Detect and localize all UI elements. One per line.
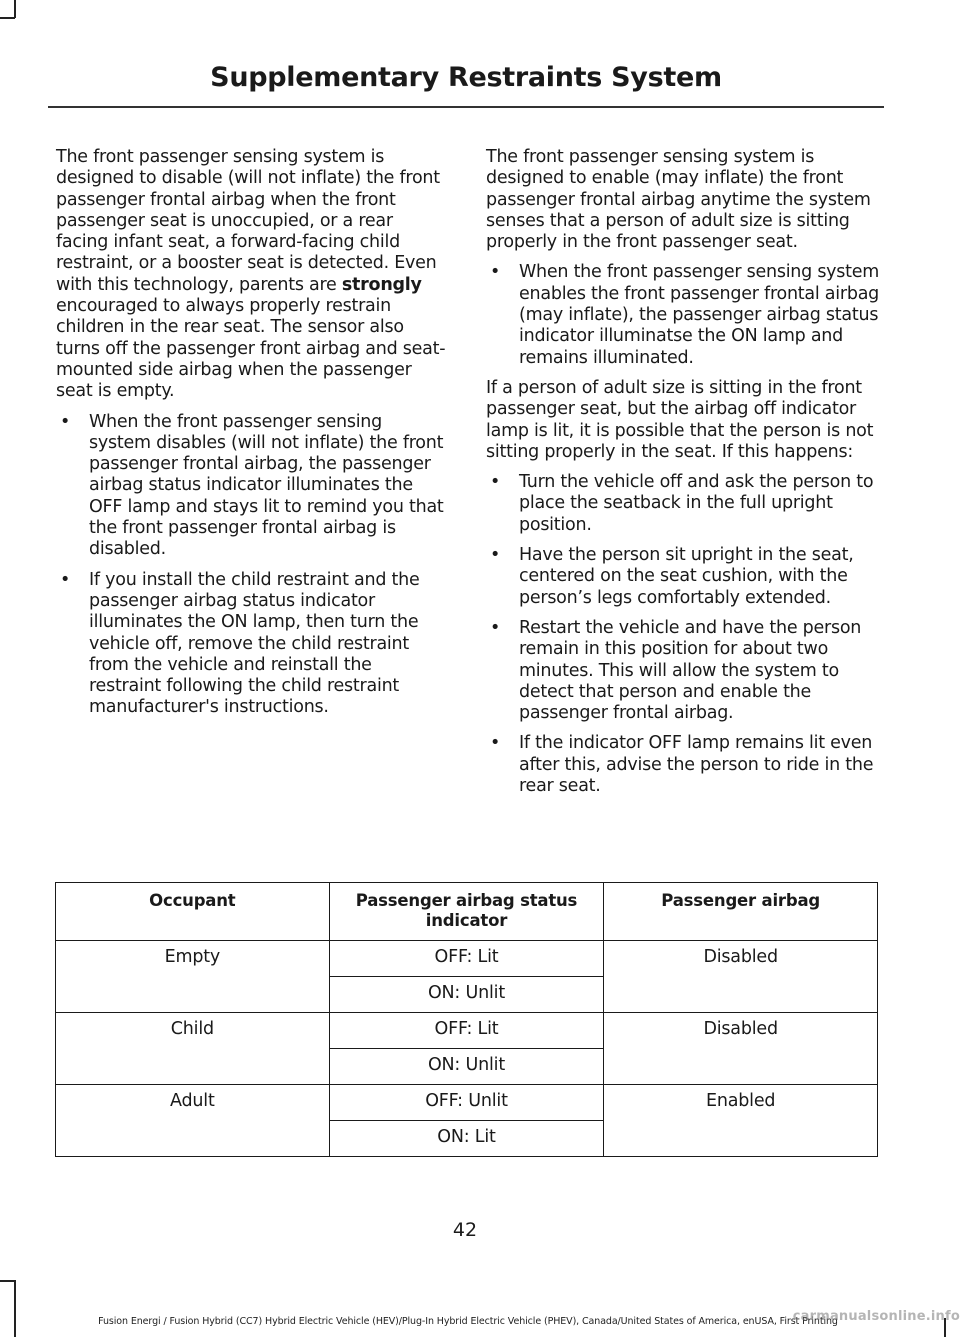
left-intro-text-after: encouraged to always properly restrain children in the rear seat. The sensor also turns off the passenger front airbag and seat-mounted side airbag when the passenger seat is empty. [56,296,446,402]
right-intro-paragraph: The front passenger sensing system is designed to enable (may inflate) the front passenger frontal airbag anytime the system senses that a person of adult size is sitting properly in the front passenger seat. [486,147,871,253]
airbag-status-table [55,882,878,1157]
table-row [56,1013,878,1049]
occupant-cell: Child [56,1013,330,1085]
indicator-off-cell: OFF: Unlit [329,1085,604,1121]
table-row [56,1085,878,1121]
header-passenger-airbag: Passenger airbag [604,883,878,941]
table-header-row [56,883,878,941]
indicator-off-cell: OFF: Lit [329,1013,604,1049]
crop-mark-top-left-vertical [14,0,16,18]
indicator-on-cell: ON: Lit [329,1121,604,1157]
right-second-paragraph: If a person of adult size is sitting in the front passenger seat, but the airbag off indicator lamp is lit, it is possible that the person is not sitting properly in the seat. If this happens: [486,377,874,462]
list-item: • If you install the child restraint and the passenger airbag status indicator illuminates the ON lamp, then turn the vehicle off, remove the child restraint from the vehicle and reinstall the restraint following the child restraint manufacturer's instructions. [56,570,448,719]
table-row [56,941,878,977]
header-status-indicator: Passenger airbag status indicator [329,883,604,941]
indicator-on-cell: ON: Unlit [329,1049,604,1085]
header-occupant: Occupant [56,883,330,941]
right-column [486,147,880,806]
list-item: • When the front passenger sensing system enables the front passenger frontal airbag (may inflate), the passenger airbag status indicator illuminatse the ON lamp and remains illuminated. [486,262,880,368]
crop-mark-bottom-left-horizontal [0,1280,15,1282]
airbag-cell: Disabled [604,941,878,1013]
left-column [56,147,448,728]
right-bullet-list-1 [486,262,880,368]
indicator-on-cell: ON: Unlit [329,977,604,1013]
left-intro-strong: strongly [341,274,422,295]
airbag-cell: Disabled [604,1013,878,1085]
list-item: • Turn the vehicle off and ask the person to place the seatback in the full upright position. [486,472,880,536]
occupant-cell: Empty [56,941,330,1013]
crop-mark-bottom-left-vertical [14,1280,16,1337]
airbag-cell: Enabled [604,1085,878,1157]
list-item: • If the indicator OFF lamp remains lit even after this, advise the person to ride in the rear seat. [486,733,880,797]
list-item: • Have the person sit upright in the seat, centered on the seat cushion, with the person’s legs comfortably extended. [486,545,880,609]
title-rule [48,106,884,108]
left-intro-text-before: The front passenger sensing system is designed to disable (will not inflate) the front passenger frontal airbag when the front passenger seat is unoccupied, or a rear facing infant seat, a forward-facing child restraint, or a booster seat is detected. Even with this technology, parents are [56,147,440,295]
left-bullet-list [56,412,448,719]
watermark: carmanualsonline.info [792,1309,960,1324]
occupant-cell: Adult [56,1085,330,1157]
page-number: 42 [452,1219,478,1241]
left-intro-paragraph [56,147,448,403]
page-title: Supplementary Restraints System [210,62,722,93]
crop-mark-top-left-horizontal [0,17,15,19]
footer-text: Fusion Energi / Fusion Hybrid (CC7) Hybrid Electric Vehicle (HEV)/Plug-In Hybrid Electric Vehicle (PHEV), Canada/United States of America, enUSA, First Printing [98,1316,838,1327]
list-item: • Restart the vehicle and have the person remain in this position for about two minutes. This will allow the system to detect that person and enable the passenger frontal airbag. [486,618,880,724]
right-bullet-list-2 [486,472,880,797]
indicator-off-cell: OFF: Lit [329,941,604,977]
list-item: • When the front passenger sensing system disables (will not inflate) the front passenger frontal airbag, the passenger airbag status indicator illuminates the OFF lamp and stays lit to remind you that the front passenger frontal airbag is disabled. [56,412,448,561]
